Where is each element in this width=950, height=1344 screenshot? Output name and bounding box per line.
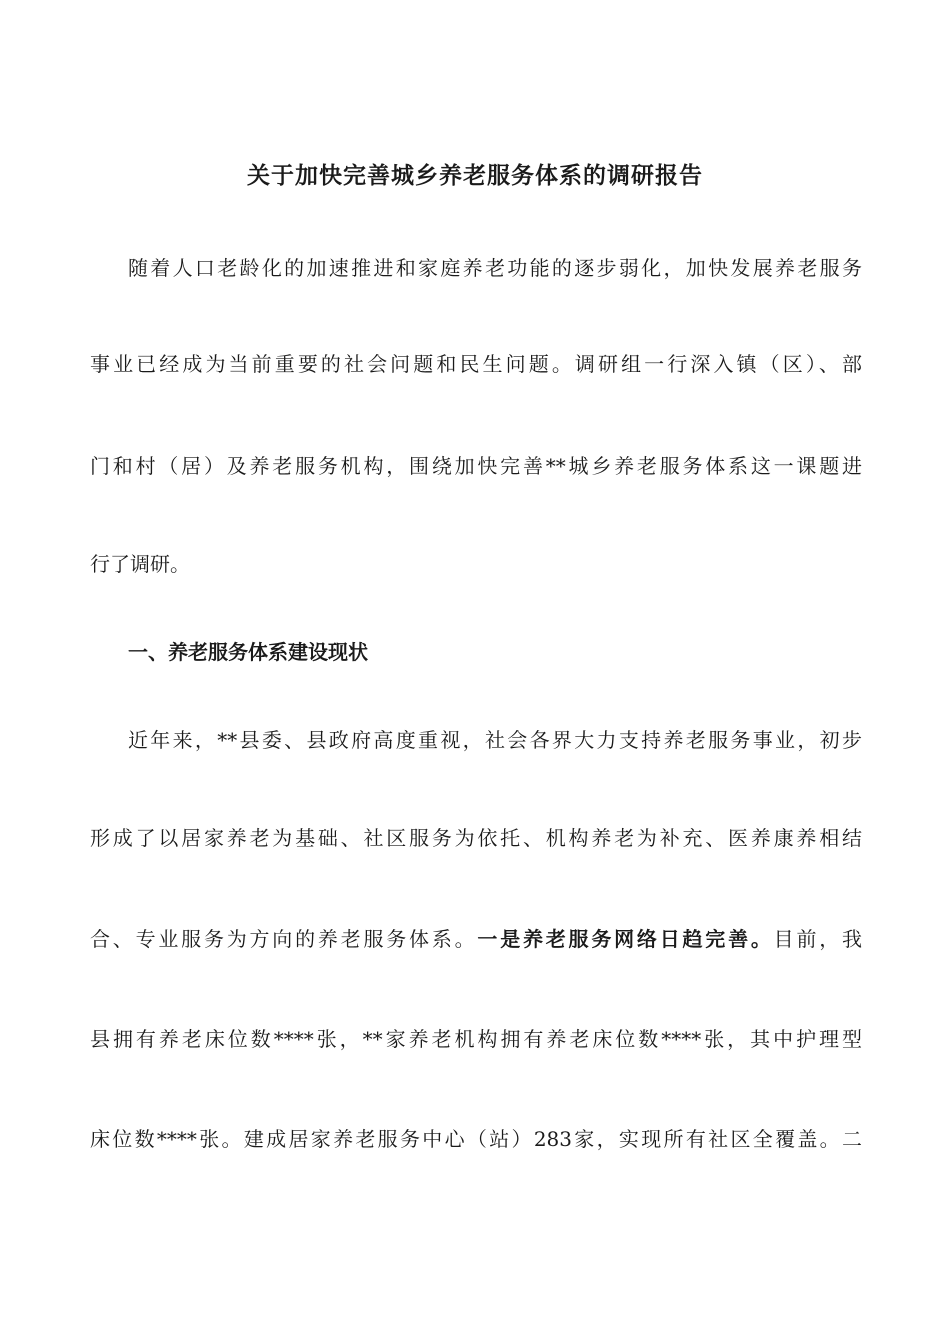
intro-line-4: 行了调研。 — [90, 552, 190, 576]
document-title: 关于加快完善城乡养老服务体系的调研报告 — [247, 162, 703, 189]
section1-line-4: 县拥有养老床位数****张，**家养老机构拥有养老床位数****张，其中护理型 — [90, 1027, 862, 1051]
section1-line-5: 床位数****张。建成居家养老服务中心（站）283家，实现所有社区全覆盖。二 — [90, 1127, 862, 1151]
section1-line-1: 近年来，**县委、县政府高度重视，社会各界大力支持养老服务事业，初步 — [128, 728, 862, 752]
section1-line-3-tail: 目前，我 — [773, 927, 863, 951]
section1-line-3-text: 合、专业服务为方向的养老服务体系。 — [90, 927, 478, 951]
section-heading-1: 一、养老服务体系建设现状 — [128, 640, 368, 664]
section1-line-3 — [90, 923, 862, 955]
intro-line-3: 门和村（居）及养老服务机构，围绕加快完善**城乡养老服务体系这一课题进 — [90, 454, 862, 478]
intro-line-1: 随着人口老龄化的加速推进和家庭养老功能的逐步弱化，加快发展养老服务 — [128, 256, 862, 280]
intro-line-2: 事业已经成为当前重要的社会问题和民生问题。调研组一行深入镇（区）、部 — [90, 352, 862, 376]
section1-line-2: 形成了以居家养老为基础、社区服务为依托、机构养老为补充、医养康养相结 — [90, 826, 862, 850]
bold-point-1: 一是养老服务网络日趋完善。 — [477, 927, 774, 951]
